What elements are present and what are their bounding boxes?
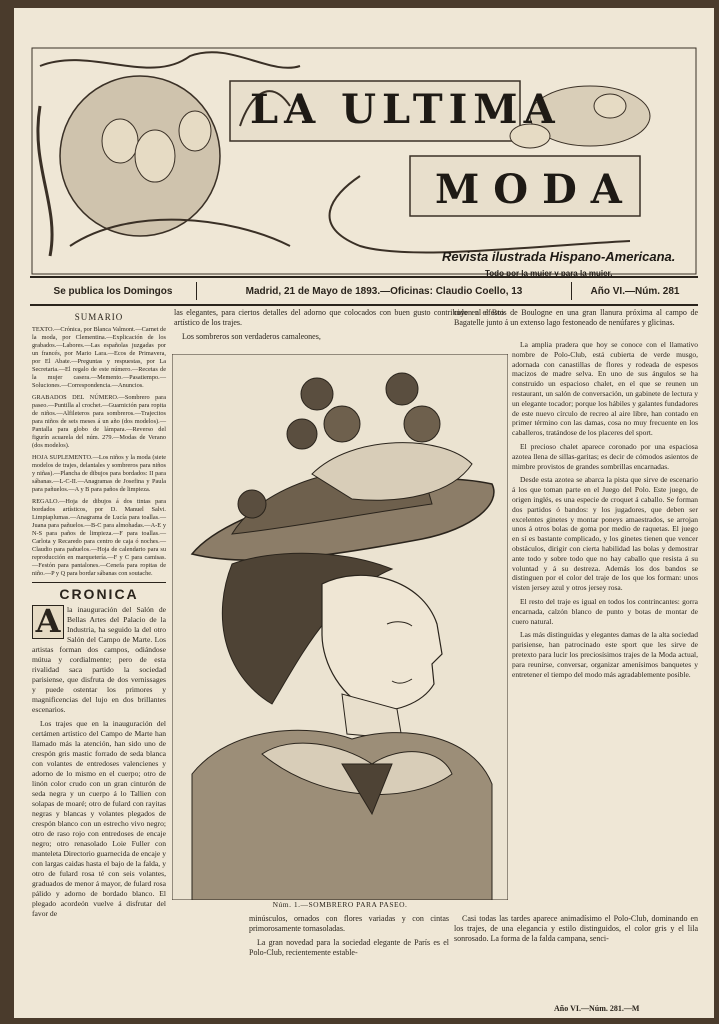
sumario-regalo: REGALO.—Hoja de dibujos á dos tintas para bordados artísticos, por D. Manuel Salvi. Limpiaplumas.—Anagrama de Lucía para toallas.—Juana para pañuelos.—B-C para almohadas.—A-E y N-S para paños de limpieza.—F para toallas.—Carlota y Recaredo para centro de caja ó noches.—Claudio para pañuelos.—Hoja de calendario para su reproducción en marquetería.—F y C para camisas.—Festón para pantalones.—Cenefa para ropitas de niño.—P y Q para bordar sábanas con soutache. (32, 497, 166, 577)
masthead-ornament-icon (30, 46, 698, 276)
sumario-hoja: HOJA SUPLEMENTO.—Los niños y la moda (siete modelos de trajes, delantales y sombreros para niños y niñas).—Plancha de dibujos para bordados: II para sábanas.—L-C-II.—Anagramas de Josefina y Paula para pañuelos.—A y B para paños de limpieza. (32, 453, 166, 493)
info-bar (30, 276, 698, 306)
right-text-6: Las más distinguidas y elegantes damas de la alta sociedad parisiense, han patrocinado este sport que les sirve de pretexto para lucir los preciosísimos trajes de la Moda actual, para reunirse, conversar, organizar amenísimos banquetes y entretener el tiempo del modo más agradablemente posible. (512, 630, 698, 679)
cronica-heading: CRONICA (32, 582, 166, 600)
sumario-texto: TEXTO.—Crónica, por Blanca Valmont.—Carnet de la moda, por Clementina.—Explicación de los grabados.—Labores.—Las españolas juzgadas por un francés, por Mario Lara.—Ecos de Primavera, por El Abate.—Preguntas y respuestas, por La Secretaria.—El regalo de este número.—Recetas de la mujer casera.—Memento.—Pasatiempo.—Soluciones.—Correspondencia.—Anuncios. (32, 325, 166, 389)
page-footer: Año VI.—Núm. 281.—M (554, 1004, 640, 1013)
right-column-bottom (454, 914, 698, 948)
middle-bottom-text-2: La gran novedad para la sociedad elegante de París es el Polo-Club, recientemente estable- (249, 938, 449, 957)
issue-number: Año VI.—Núm. 281 (590, 285, 680, 297)
right-column-narrow (512, 340, 698, 683)
right-text-3: El precioso chalet aparece coronado por una espaciosa azotea llena de sillas-garitas; es decir de cómodos asientos de mimbre provistos de grandes sombrillas encarnadas. (512, 441, 698, 471)
right-text-5: El resto del traje es igual en todos los contrincantes: gorra encarnada, calzón blanco de punto y botas de montar de cuero natural. (512, 596, 698, 626)
sumario-heading: SUMARIO (74, 312, 124, 322)
date-office: Madrid, 21 de Mayo de 1893.—Oficinas: Claudio Coello, 13 (245, 285, 523, 297)
title-line1: LA ULTIMA (250, 86, 561, 133)
middle-text-2: Los sombreros son verdaderos camaleones, (182, 332, 321, 341)
sumario-grabados: GRABADOS DEL NÚMERO.—Sombrero para paseo.—Puntilla al crochet.—Guarnición para ropita de niños.—Alfileteros para sombreros.—Trajecitos para niños de seis meses á un año (dos modelos).—Pantalla para globo de lámpara.—Reverso del figurín acuarela del núm. 279.—Modas de Verano (dos modelos). (32, 393, 166, 449)
cronica-text-1: la inauguración del Salón de Bellas Artes del Palacio de la Industria, ha seguido la del otro Salón del Campo de Marte. Los artistas forman dos campos, odiándose mútua y cordialmente; pero de esta rivalidad saca partido la sociedad parisiense, que disfruta de dos vernissages y puede ostentar los primores y magnificencias del lujo en dos brillantes escenarios. (32, 605, 166, 714)
newspaper-page (14, 8, 714, 1018)
illustration-hat (172, 354, 508, 920)
masthead (30, 46, 698, 276)
publication-schedule: Se publica los Domingos (53, 285, 173, 297)
middle-column-bottom (249, 914, 449, 962)
cronica-paragraph-2: Los trajes que en la inauguración del certámen artístico del Campo de Marte han llamado más la atención, han sido uno de crespón gris mastic forrado de seda blanca con volantes de entredoses valencienes y adorno de lo mismo en el cuerpo; otro de linón color crudo con un gran cinturón de seda negra y un cuerpo á lo Tallien con solapas de moaré; otro de fulard con rayitas negras y blancas y volantes plegados de crespón blanco con un estrecho vivo negro; otro de raso rojo con entredoses de encaje negro; otro renasolado Loie Fuller con manteleta Directorio guarnecida de encaje y con largas caidas hasta el bajo de la falda, y otro de fulard rosa té con seis volantes, graduados de menor á mayor, de fulard rosa pálido y adorno de bordado blanco. El plegado acordeón vuelve á disfrutar del favor de (32, 719, 166, 918)
right-text-2: La amplia pradera que hoy se conoce con el llamativo nombre de Polo-Club, está cubierta de verde musgo, adornada con canastillas de flores y rodeada de espesos macizos de madre selva. En uno de sus ángulos se ha construido un espacioso chalet, en el que se reunen un restaurant, un salón de conversación, un gabinete de lectura y un elegante tocador; porque los hábiles y galantes fundadores de este nuevo círculo de recreo al aire libre, han contado en primer término con las damas, cosa no muy frecuente en los caballeros, tratándose de los placeres del sport. (512, 340, 698, 438)
cronica-paragraph-1 (32, 602, 166, 715)
tagline: Todo por la mujer y para la mujer. (485, 269, 613, 278)
middle-bottom-text-1: minúsculos, ornados con flores variadas y con cintas primorosamente tornasoladas. (249, 914, 449, 933)
figure-caption: Núm. 1.—SOMBRERO PARA PASEO. (272, 900, 408, 909)
right-text-1: cido en el Bois de Boulogne en una gran llanura próxima al campo de Bagatelle junto á un extenso lago festoneado de nenúfares y glicinas. (454, 308, 698, 327)
right-column-top (454, 308, 698, 332)
woman-with-hat-engraving-icon (172, 354, 508, 900)
right-text-4: Desde esta azotea se abarca la pista que sirve de escenario á los que toman parte en el Juego del Polo. Este juego, de origen inglés, es una especie de croquet á caballo. Se forman dos partidos ó bandos: y los jugadores, que deben ser excelentes ginetes y montar poneys amaestrados, se arrojan unos á otros bolas de goma por medio de raquetas. El juego en sí es bastante complicado, y los ginetes tienen que vencer obstáculos, dirigir con cierta habilidad las bolas y demostrar ante todo y sobre todo que no hay caballo que resista á su voluntad y á su destreza. Además los dos bandos se distinguen por el color del traje de los que los forman: unos visten jersey azul y otros jersey rosa. (512, 475, 698, 593)
left-column (32, 308, 166, 923)
title-line2: MODA (435, 166, 636, 213)
middle-text-1: las elegantes, para ciertos detalles del adorno que colocados con buen gusto contribuyen al efecto artístico de los trajes. (174, 308, 504, 327)
subtitle: Revista ilustrada Hispano-Americana. (442, 249, 676, 264)
dropcap: A (32, 605, 64, 639)
right-bottom-text: Casi todas las tardes aparece animadísimo el Polo-Club, dominando en los trajes, de una elegancia y estilo distinguidos, el color gris y el lila sonrosado. La forma de la falda campana, senci- (454, 914, 698, 943)
